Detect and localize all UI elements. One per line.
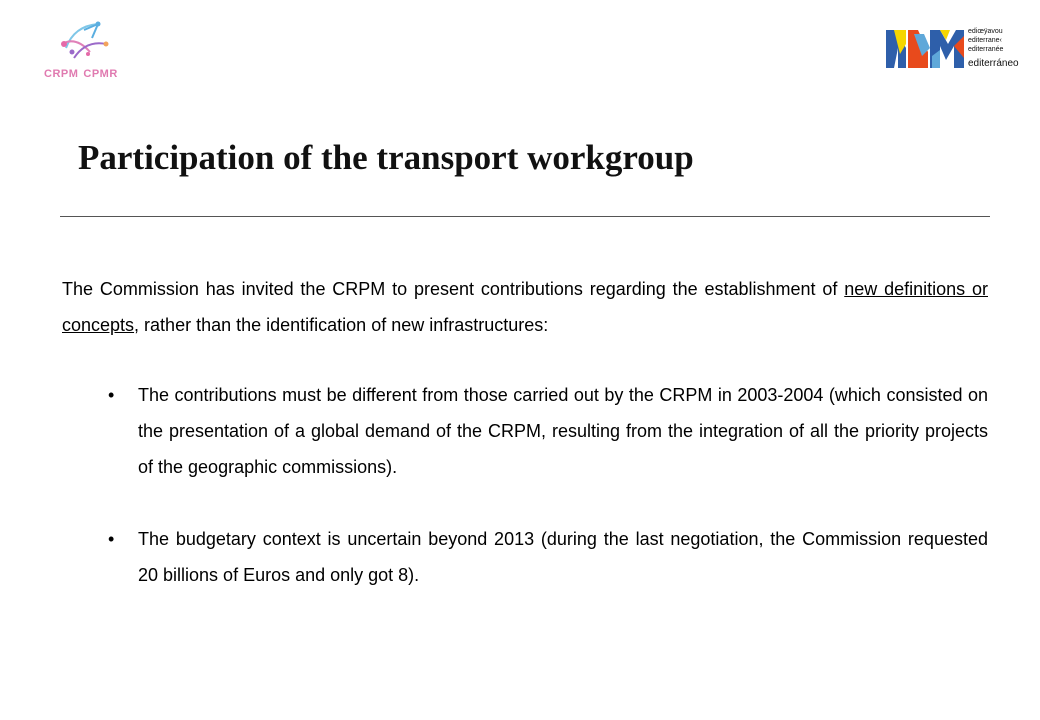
logo-line-1: ediœÿavou	[968, 28, 1003, 35]
crpm-cpmr-logo	[40, 18, 130, 90]
bullet-item: • The budgetary context is uncertain beyond 2013 (during the last negotiation, the Commission requested 20 billions of Euros and only got 8).	[138, 521, 988, 593]
slide-body	[62, 271, 988, 593]
intro-paragraph	[62, 271, 988, 343]
intro-text-after: , rather than the identification of new infrastructures:	[134, 315, 549, 335]
logo-line-3: editerranée	[968, 46, 1004, 53]
crpm-emblem-icon	[54, 18, 116, 68]
bullet-item: • The contributions must be different from those carried out by the CRPM in 2003-2004 (which consisted on the presentation of a global demand of the CRPM, resulting from the integration of all the priority projects of the geographic commissions).	[138, 377, 988, 485]
mediterraneo-logo	[884, 26, 1030, 72]
page-title: Participation of the transport workgroup	[78, 138, 694, 177]
bullet-list	[62, 377, 988, 593]
logo-line-main: editerráneo	[968, 58, 1019, 69]
logo-text-crpm: CRPM	[44, 68, 79, 80]
intro-underlined-phrase: new definitions or concepts	[62, 279, 988, 335]
title-divider	[60, 216, 990, 217]
logo-line-2: editerrane‹	[968, 37, 1002, 44]
logo-text-cpmr: CPMR	[83, 68, 118, 80]
intro-text-before: The Commission has invited the CRPM to present contributions regarding the establishment of	[62, 279, 845, 299]
mediterraneo-mark-icon	[884, 26, 966, 70]
